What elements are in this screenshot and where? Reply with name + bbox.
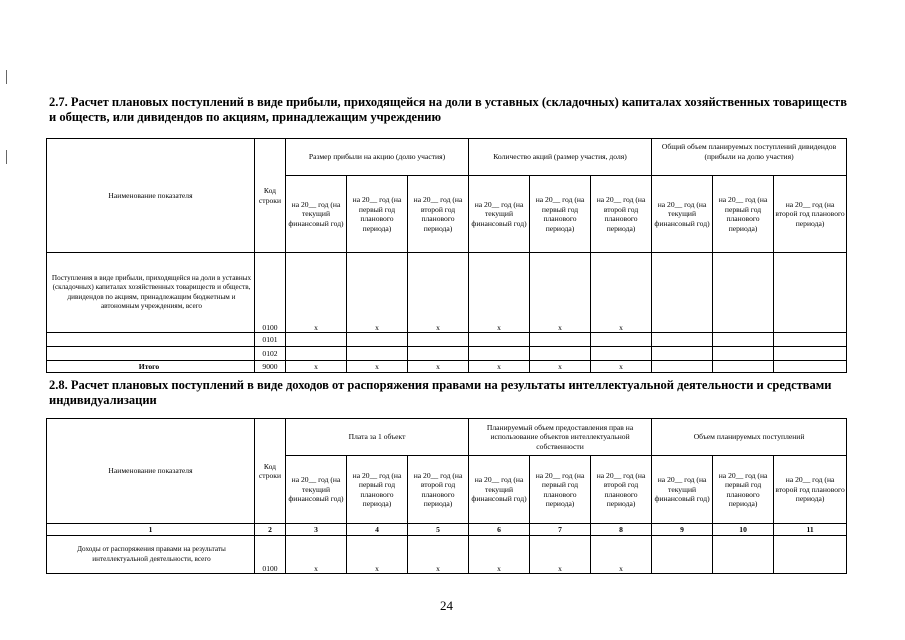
table-cell [469, 333, 530, 347]
total-label: Итого [47, 361, 255, 373]
group-header-2: Количество акций (размер участия, доля) [469, 139, 652, 176]
table-cell [408, 333, 469, 347]
table-row [47, 536, 847, 574]
section-28-title: 2.8. Расчет плановых поступлений в виде доходов от распоряжения правами на результаты интеллектуальной деятельности и средствами индивидуализации [49, 378, 832, 407]
table-cell: x [347, 536, 408, 574]
table-cell: x [469, 536, 530, 574]
table-cell: x [286, 361, 347, 373]
table-cell: x [591, 536, 652, 574]
subheader-cell: на 20__ год (на второй год планового периода) [774, 176, 847, 253]
table-cell [286, 333, 347, 347]
table-cell [652, 536, 713, 574]
subheader-cell: на 20__ год (на текущий финансовый год) [286, 176, 347, 253]
table-cell [530, 347, 591, 361]
table-cell [591, 333, 652, 347]
row-code: 0100 [255, 253, 286, 333]
table-cell [652, 347, 713, 361]
row-code: 0100 [255, 536, 286, 574]
subheader-cell: на 20__ год (на текущий финансовый год) [652, 176, 713, 253]
column-number: 4 [347, 524, 408, 536]
table-cell: x [591, 253, 652, 333]
subheader-cell: на 20__ год (на текущий финансовый год) [286, 456, 347, 524]
row-label: Доходы от распоряжения правами на результаты интеллектуальной деятельности, всего [47, 536, 255, 574]
col-name-header: Наименование показателя [47, 419, 255, 524]
table-cell: x [408, 253, 469, 333]
table-cell: x [591, 361, 652, 373]
subheader-cell: на 20__ год (на второй год планового периода) [408, 176, 469, 253]
table-row [47, 333, 847, 347]
table-row [47, 253, 847, 333]
section-27-title: 2.7. Расчет плановых поступлений в виде прибыли, приходящейся на доли в уставных (складочных) капиталах хозяйственных товариществ и обществ, или дивидендов по акциям, принадлежащим учреждению [49, 95, 847, 124]
table-cell: x [530, 253, 591, 333]
column-number: 5 [408, 524, 469, 536]
col-name-header: Наименование показателя [47, 139, 255, 253]
subheader-cell: на 20__ год (на первый год планового периода) [530, 176, 591, 253]
total-row [47, 361, 847, 373]
margin-mark [6, 70, 7, 84]
table-cell [286, 347, 347, 361]
subheader-cell: на 20__ год (на первый год планового периода) [713, 176, 774, 253]
subheader-cell: на 20__ год (на второй год планового периода) [774, 456, 847, 524]
table-cell [713, 361, 774, 373]
row-code: 9000 [255, 361, 286, 373]
row-code: 0102 [255, 347, 286, 361]
row-label [47, 333, 255, 347]
column-number: 8 [591, 524, 652, 536]
table-cell [774, 347, 847, 361]
table-cell [713, 347, 774, 361]
row-label: Поступления в виде прибыли, приходящейся на доли в уставных (складочных) капиталах хозяйственных товариществ и обществ, дивидендов по акциям, принадлежащим бюджетным и автономным учреждениям, всего [47, 253, 255, 333]
subheader-cell: на 20__ год (на текущий финансовый год) [469, 456, 530, 524]
table-cell: x [286, 536, 347, 574]
table-cell: x [347, 361, 408, 373]
table-cell: x [286, 253, 347, 333]
group-header-2: Планируемый объем предоставления прав на использование объектов интеллектуальной собственности [469, 419, 652, 456]
column-number: 3 [286, 524, 347, 536]
table-2-7 [46, 138, 847, 373]
header-row [47, 139, 847, 176]
table-cell [652, 333, 713, 347]
group-header-3: Общий объем планируемых поступлений дивидендов (прибыли на долю участия) [652, 139, 847, 176]
table-2-8 [46, 418, 847, 574]
col-code-header: Код строки [255, 419, 286, 524]
table-cell: x [347, 253, 408, 333]
column-number: 6 [469, 524, 530, 536]
table-cell [530, 333, 591, 347]
table-cell [591, 347, 652, 361]
column-number: 10 [713, 524, 774, 536]
table-cell [408, 347, 469, 361]
subheader-cell: на 20__ год (на второй год планового периода) [591, 176, 652, 253]
table-cell [774, 536, 847, 574]
column-number: 1 [47, 524, 255, 536]
group-header-1: Плата за 1 объект [286, 419, 469, 456]
table-cell [652, 361, 713, 373]
subheader-cell: на 20__ год (на второй год планового периода) [591, 456, 652, 524]
table-cell [713, 253, 774, 333]
column-number: 9 [652, 524, 713, 536]
table-cell [652, 253, 713, 333]
subheader-cell: на 20__ год (на текущий финансовый год) [652, 456, 713, 524]
table-row [47, 347, 847, 361]
header-row [47, 419, 847, 456]
table-cell [469, 347, 530, 361]
table-cell: x [530, 361, 591, 373]
row-label [47, 347, 255, 361]
table-cell: x [408, 361, 469, 373]
column-number: 11 [774, 524, 847, 536]
column-number-row [47, 524, 847, 536]
subheader-cell: на 20__ год (на первый год планового периода) [347, 176, 408, 253]
table-cell [774, 333, 847, 347]
subheader-cell: на 20__ год (на текущий финансовый год) [469, 176, 530, 253]
column-number: 7 [530, 524, 591, 536]
subheader-cell: на 20__ год (на первый год планового периода) [347, 456, 408, 524]
group-header-1: Размер прибыли на акцию (долю участия) [286, 139, 469, 176]
column-number: 2 [255, 524, 286, 536]
page-number: 24 [440, 598, 453, 613]
subheader-cell: на 20__ год (на первый год планового периода) [713, 456, 774, 524]
table-cell [774, 361, 847, 373]
row-code: 0101 [255, 333, 286, 347]
table-cell: x [469, 361, 530, 373]
margin-mark [6, 150, 7, 164]
table-cell [347, 347, 408, 361]
table-cell: x [408, 536, 469, 574]
group-header-3: Объем планируемых поступлений [652, 419, 847, 456]
table-cell [713, 536, 774, 574]
table-cell [713, 333, 774, 347]
subheader-cell: на 20__ год (на первый год планового периода) [530, 456, 591, 524]
table-cell: x [530, 536, 591, 574]
col-code-header: Код строки [255, 139, 286, 253]
table-cell: x [469, 253, 530, 333]
table-cell [347, 333, 408, 347]
subheader-cell: на 20__ год (на второй год планового периода) [408, 456, 469, 524]
table-cell [774, 253, 847, 333]
